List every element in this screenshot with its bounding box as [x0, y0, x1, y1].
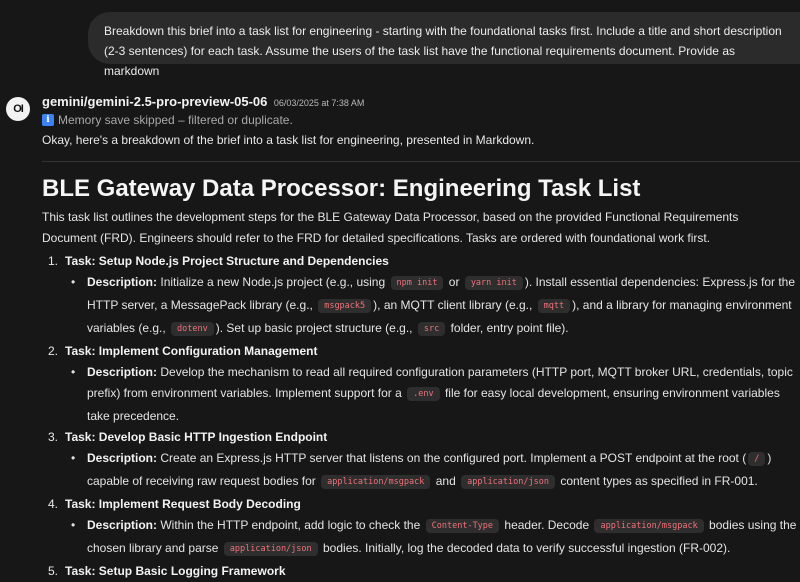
desc-text: ). Install essential dependencies: Express.js for the HTTP server, a MessagePack library (e.g., — [87, 275, 796, 312]
task-title: Task: Setup Basic Logging Framework — [65, 564, 286, 578]
user-message-text: Breakdown this brief into a task list for engineering - starting with the foundational tasks first. Include a title and short description (2-3 sentences) for each task. Assume the users of the task list have the functional requirements document. Provide as markdown — [104, 24, 782, 78]
inline-code: .env — [407, 387, 439, 401]
inline-code: yarn init — [465, 276, 523, 290]
inline-code: msgpack5 — [318, 299, 371, 313]
task-item-2 — [42, 341, 800, 427]
bullet: • — [71, 518, 76, 532]
desc-text: header. Decode — [504, 518, 590, 532]
task-number: 4. — [48, 497, 59, 511]
desc-text: or — [448, 275, 460, 289]
task-item-1 — [42, 251, 800, 341]
task-title: Task: Develop Basic HTTP Ingestion Endpoint — [65, 430, 328, 444]
desc-text: ), an MQTT client library (e.g., — [373, 298, 533, 312]
task-title: Task: Setup Node.js Project Structure and Dependencies — [65, 254, 389, 268]
inline-code: mqtt — [538, 299, 570, 313]
inline-code: dotenv — [171, 322, 214, 336]
desc-text: ). Set up basic project structure (e.g., — [215, 321, 413, 335]
memory-notice-text: Memory save skipped – filtered or duplicate. — [58, 113, 293, 127]
document-title: BLE Gateway Data Processor: Engineering Task List — [42, 175, 641, 202]
openwebui-logo-icon — [6, 97, 30, 121]
inline-code: application/json — [461, 475, 555, 489]
task-title: Task: Implement Configuration Management — [65, 344, 318, 358]
description-label: Description: — [87, 275, 158, 289]
description-label: Description: — [87, 365, 158, 379]
bullet: • — [71, 365, 76, 379]
task-description — [65, 515, 800, 561]
message-header — [42, 93, 364, 111]
user-message-bubble — [88, 12, 800, 78]
desc-text: ) capable of receiving raw request bodies for — [87, 451, 772, 488]
desc-text: Initialize a new Node.js project (e.g., using — [160, 275, 386, 289]
desc-text: folder, entry point file). — [450, 321, 569, 335]
info-icon: i — [42, 114, 54, 126]
task-number: 5. — [48, 564, 59, 578]
description-label: Description: — [87, 451, 158, 465]
task-number: 2. — [48, 344, 59, 358]
inline-code: src — [418, 322, 445, 336]
memory-notice — [42, 113, 293, 127]
inline-code: application/msgpack — [321, 475, 430, 489]
inline-code: application/json — [224, 542, 318, 556]
model-name: gemini/gemini-2.5-pro-preview-05-06 — [42, 94, 268, 109]
desc-text: bodies using the chosen library and parse — [87, 518, 797, 555]
desc-text: and — [435, 474, 456, 488]
section-divider — [42, 161, 800, 162]
desc-text: file for easy local development, ensuring environment variables take precedence. — [87, 386, 780, 423]
desc-text: Develop the mechanism to read all required configuration parameters (HTTP port, MQTT broker URL, credentials, topic prefix) from environment variables. Implement support for a — [87, 365, 793, 400]
task-item-5 — [42, 561, 800, 582]
task-list — [42, 251, 800, 582]
desc-text: content types as specified in FR-001. — [560, 474, 758, 488]
task-item-4 — [42, 494, 800, 561]
assistant-intro: Okay, here's a breakdown of the brief into a task list for engineering, presented in Markdown. — [42, 133, 535, 147]
inline-code: / — [748, 452, 765, 466]
desc-text: bodies. Initially, log the decoded data to verify successful ingestion (FR-002). — [323, 541, 731, 555]
task-description — [65, 362, 800, 427]
bullet: • — [71, 451, 76, 465]
task-title: Task: Implement Request Body Decoding — [65, 497, 301, 511]
task-description — [65, 272, 800, 341]
desc-text: Create an Express.js HTTP server that listens on the configured port. Implement a POST endpoint at the root ( — [160, 451, 747, 465]
bullet: • — [71, 275, 76, 289]
desc-text: Within the HTTP endpoint, add logic to check the — [160, 518, 421, 532]
logo-text: OI — [13, 103, 23, 115]
message-timestamp: 06/03/2025 at 7:38 AM — [273, 98, 365, 108]
inline-code: application/msgpack — [594, 519, 703, 533]
task-description — [65, 448, 800, 494]
description-label: Description: — [87, 518, 158, 532]
inline-code: npm init — [391, 276, 444, 290]
document-description: This task list outlines the development steps for the BLE Gateway Data Processor, based on the provided Functional Requirements Document (FRD). Engineers should refer to the FRD for detailed specifications. Tasks are ordered with foundational work first. — [42, 210, 739, 245]
task-number: 1. — [48, 254, 59, 268]
task-number: 3. — [48, 430, 59, 444]
inline-code: Content-Type — [426, 519, 499, 533]
desc-text: ), and a library for managing environment variables (e.g., — [87, 298, 792, 335]
task-item-3 — [42, 427, 800, 494]
